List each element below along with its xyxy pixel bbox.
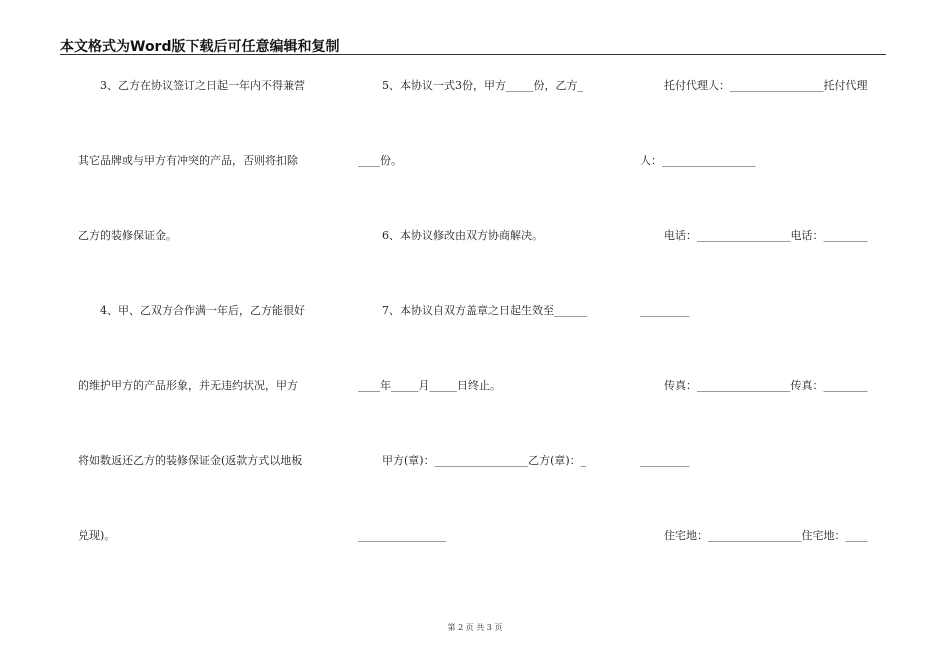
left-line-4: 4、甲、乙双方合作满一年后，乙方能很好 xyxy=(100,304,305,317)
right-line-7: 住宅地：_________________住宅地：____ xyxy=(664,529,868,542)
middle-line-5: ____年_____月_____日终止。 xyxy=(358,379,501,392)
left-line-1: 3、乙方在协议签订之日起一年内不得兼营 xyxy=(100,79,305,92)
right-line-5: 传真：_________________传真：________ xyxy=(664,379,868,392)
right-line-3: 电话：_________________电话：________ xyxy=(664,229,868,242)
left-line-2: 其它品牌或与甲方有冲突的产品，否则将扣除 xyxy=(78,154,298,167)
middle-line-1: 5、本协议一式3份，甲方_____份，乙方_ xyxy=(382,79,583,92)
left-line-6: 将如数返还乙方的装修保证金(返款方式以地板 xyxy=(78,454,303,467)
page-number: 第 2 页 共 3 页 xyxy=(447,623,503,632)
right-line-2: 人：_________________ xyxy=(640,154,756,167)
header-divider xyxy=(60,54,886,55)
middle-line-3: 6、本协议修改由双方协商解决。 xyxy=(382,229,543,242)
right-line-4: _________ xyxy=(640,304,690,317)
right-line-1: 托付代理人：_________________托付代理 xyxy=(664,79,868,92)
middle-line-4: 7、本协议自双方盖章之日起生效至______ xyxy=(382,304,587,317)
left-line-7: 兑现)。 xyxy=(78,529,116,542)
document-header-title: 本文格式为Word版下载后可任意编辑和复制 xyxy=(60,39,340,55)
right-line-6: _________ xyxy=(640,454,690,467)
middle-line-6: 甲方(章)：_________________乙方(章)：_ xyxy=(382,454,587,467)
middle-line-7: ________________ xyxy=(358,529,446,542)
left-line-5: 的维护甲方的产品形象，并无违约状况，甲方 xyxy=(78,379,298,392)
middle-line-2: ____份。 xyxy=(358,154,402,167)
left-line-3: 乙方的装修保证金。 xyxy=(78,229,177,242)
